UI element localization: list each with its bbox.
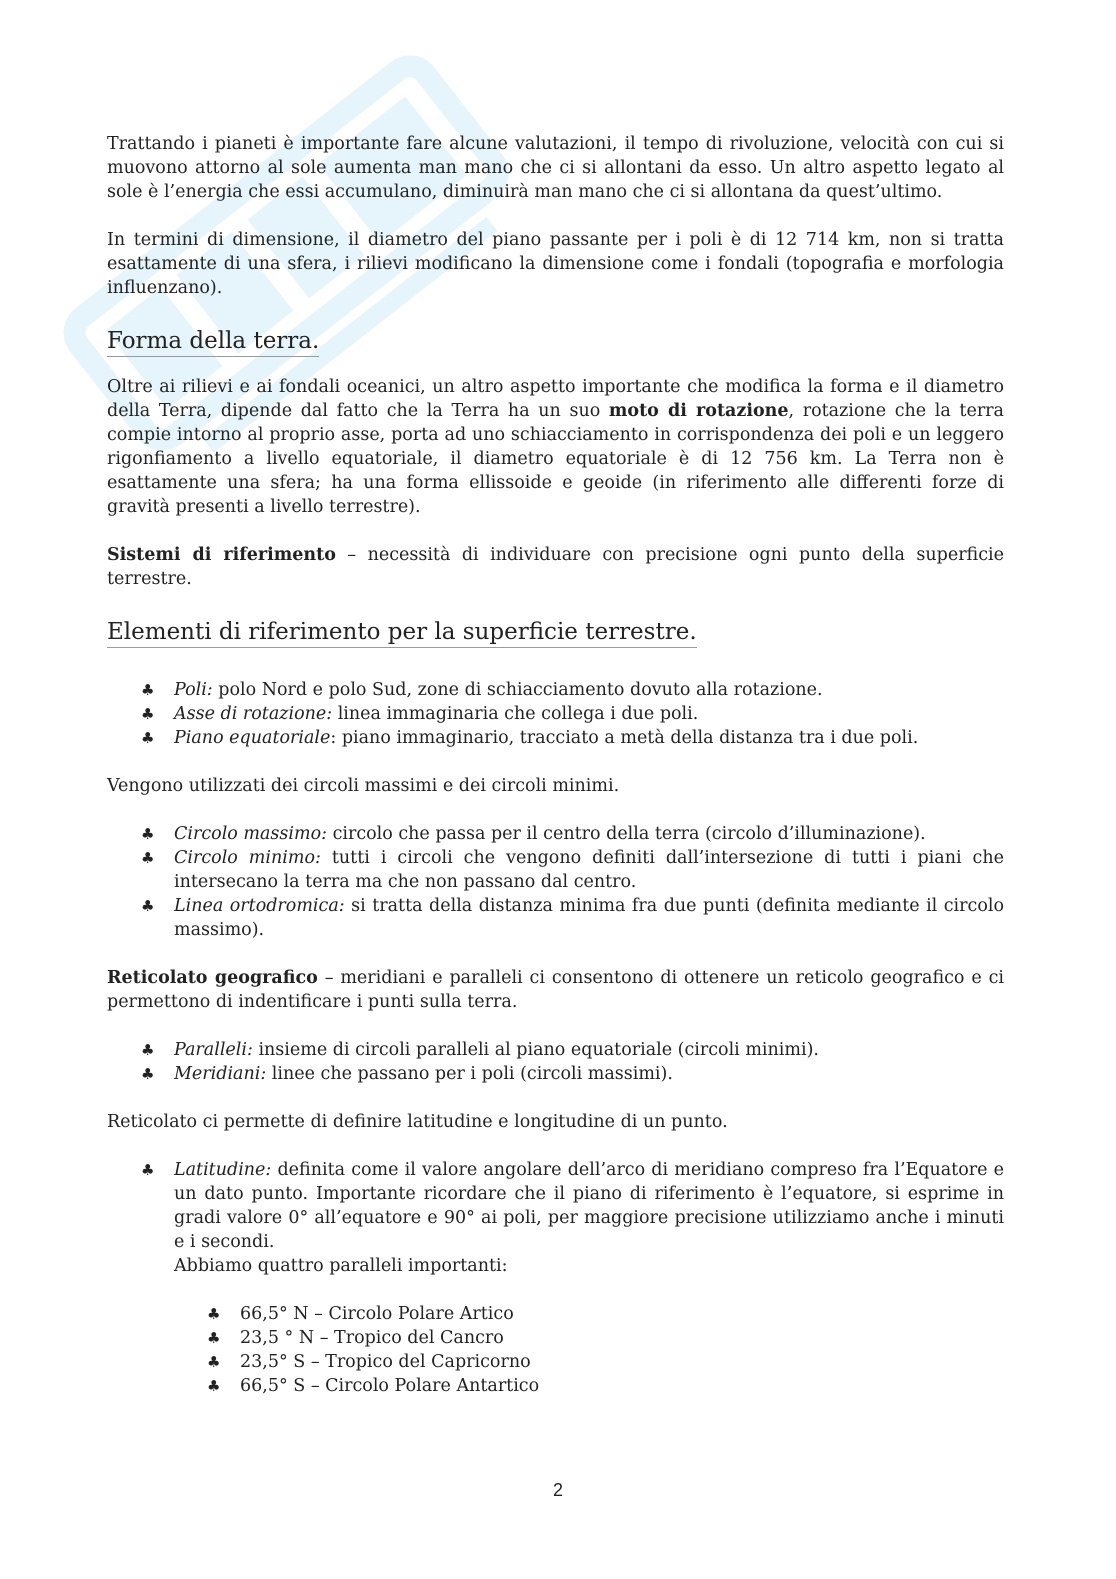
latitudine-subtext: Abbiamo quattro paralleli importanti:	[174, 1256, 508, 1276]
heading-elementi-di-riferimento: Elementi di riferimento per la superficie terrestre.	[107, 617, 697, 648]
list-item: ♣ Circolo minimo: tutti i circoli che vengono definiti dall’intersezione di tutti i piani che intersecano la terra ma che non passano dal centro.	[141, 848, 1004, 892]
list-item: ♣ Paralleli: insieme di circoli paralleli al piano equatoriale (circoli minimi).	[141, 1040, 819, 1060]
list-paralleli-importanti	[107, 1302, 1004, 1398]
sistemi-bold: Sistemi di riferimento	[107, 545, 336, 565]
latlong-intro: Reticolato ci permette di definire latitudine e longitudine di un punto.	[107, 1112, 728, 1132]
heading-forma-della-terra: Forma della terra.	[107, 326, 319, 357]
reticolato-bold: Reticolato geografico	[107, 968, 318, 988]
list-item: ♣ 66,5° N – Circolo Polare Artico	[207, 1304, 514, 1324]
club-bullet-icon: ♣	[141, 729, 155, 747]
reticolato-paragraph: Reticolato geografico – meridiani e paralleli ci consentono di ottenere un reticolo geografico e ci permettono di indentificare i punti sulla terra.	[107, 968, 1004, 1012]
club-bullet-icon: ♣	[141, 1041, 155, 1059]
list-item: ♣ Asse di rotazione: linea immaginaria che collega i due poli.	[141, 704, 699, 724]
list-item: ♣ 23,5 ° N – Tropico del Cancro	[207, 1328, 504, 1348]
list-item: ♣ Poli: polo Nord e polo Sud, zone di schiacciamento dovuto alla rotazione.	[141, 680, 823, 700]
circoli-intro: Vengono utilizzati dei circoli massimi e dei circoli minimi.	[107, 776, 620, 796]
club-bullet-icon: ♣	[141, 681, 155, 699]
document-body	[107, 132, 1004, 1398]
club-bullet-icon: ♣	[141, 849, 155, 867]
club-bullet-icon: ♣	[207, 1353, 221, 1371]
list-item: ♣ Latitudine: definita come il valore angolare dell’arco di meridiano compreso fra l’Equatore e un dato punto. Importante ricordare che il piano di riferimento è l’equatore, si esprime in gradi valore 0° all’equatore e 90° ai poli, per maggiore precisione utilizziamo anche i minuti e i secondi. Abbiamo quattro paralleli importanti:	[141, 1160, 1004, 1276]
list-circoli	[107, 822, 1004, 942]
list-item: ♣ Circolo massimo: circolo che passa per il centro della terra (circolo d’illuminazione).	[141, 824, 926, 844]
forma-paragraph: Oltre ai rilievi e ai fondali oceanici, un altro aspetto importante che modifica la forma e il diametro della Terra, dipende dal fatto che la Terra ha un suo moto di rotazione, rotazione che la terra compie intorno al proprio asse, porta ad uno schiacciamento in corrispondenza dei poli e un leggero rigonfiamento a livello equatoriale, il diametro equatoriale è di 12 756 km. La Terra non è esattamente una sfera; ha una forma ellissoide e geoide (in riferimento alle differenti forze di gravità presenti a livello terrestre).	[107, 377, 1004, 517]
list-paralleli-meridiani	[107, 1038, 1004, 1086]
list-item: ♣ Meridiani: linee che passano per i poli (circoli massimi).	[141, 1064, 673, 1084]
page-number: 2	[552, 1480, 563, 1500]
club-bullet-icon: ♣	[207, 1329, 221, 1347]
club-bullet-icon: ♣	[207, 1377, 221, 1395]
intro-paragraph-2: In termini di dimensione, il diametro del piano passante per i poli è di 12 714 km, non si tratta esattamente di una sfera, i rilievi modificano la dimensione come i fondali (topografia e morfologia influenzano).	[107, 230, 1004, 298]
club-bullet-icon: ♣	[141, 825, 155, 843]
list-latitudine	[107, 1158, 1004, 1278]
list-item: ♣ Piano equatoriale: piano immaginario, tracciato a metà della distanza tra i due poli.	[141, 728, 919, 748]
club-bullet-icon: ♣	[207, 1305, 221, 1323]
list-item: ♣ 66,5° S – Circolo Polare Antartico	[207, 1376, 540, 1396]
list-item: ♣ Linea ortodromica: si tratta della distanza minima fra due punti (definita mediante il circolo massimo).	[141, 896, 1004, 940]
list-poli-asse-piano	[107, 678, 1004, 750]
list-item: ♣ 23,5° S – Tropico del Capricorno	[207, 1352, 531, 1372]
club-bullet-icon: ♣	[141, 705, 155, 723]
club-bullet-icon: ♣	[141, 897, 155, 915]
club-bullet-icon: ♣	[141, 1065, 155, 1083]
moto-di-rotazione-bold: moto di rotazione	[608, 401, 789, 421]
club-bullet-icon: ♣	[141, 1161, 155, 1179]
sistemi-paragraph: Sistemi di riferimento – necessità di individuare con precisione ogni punto della superficie terrestre.	[107, 545, 1004, 589]
intro-paragraph-1: Trattando i pianeti è importante fare alcune valutazioni, il tempo di rivoluzione, velocità con cui si muovono attorno al sole aumenta man mano che ci si allontani da esso. Un altro aspetto legato al sole è l’energia che essi accumulano, diminuirà man mano che ci si allontana da quest’ultimo.	[107, 134, 1004, 202]
